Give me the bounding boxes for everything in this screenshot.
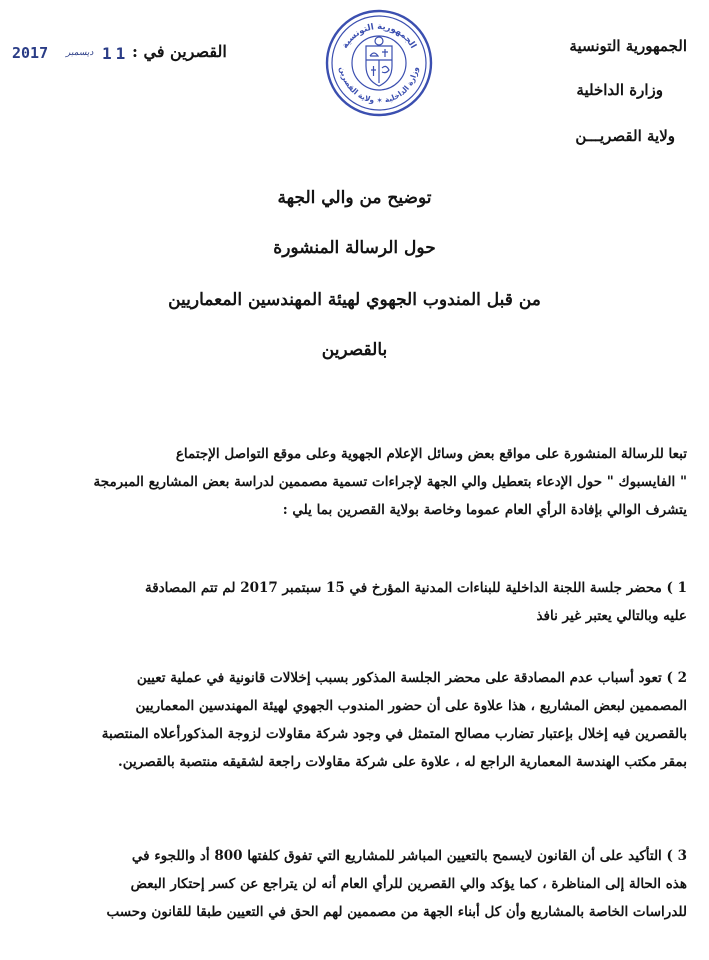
seal-text-bottom: وزارة الداخلية ✶ ولاية القصرين <box>338 66 420 106</box>
point-1-line: عليه وبالتالي يعتبر غير نافذ <box>536 608 687 624</box>
title-line-1: توضيح من والي الجهة <box>277 188 432 208</box>
point-2-line: المصممين لبعض المشاريع ، هذا علاوة على أن حضور المندوب الجهوي لهيئة المهندسين المعماريين <box>135 698 687 714</box>
intro-paragraph <box>19 440 687 524</box>
point-1-line: 1 ) محضر جلسة اللجنة الداخلية للبناءات المدنية المؤرخ في 15 سبتمبر 2017 لم تتم المصادقة <box>144 580 687 596</box>
country-name: الجمهورية التونسية <box>569 37 687 55</box>
date-line <box>12 42 252 66</box>
intro-line: يتشرف الوالي بإفادة الرأي العام عموما وخاصة بولاية القصرين بما يلي : <box>282 502 687 518</box>
official-seal-icon <box>324 8 434 118</box>
point-3-paragraph <box>19 842 687 926</box>
coat-of-arms-icon <box>366 37 392 86</box>
point-2-line: بالقصرين فيه إخلال بإعتبار تضارب مصالح المتمثل في وجود شركة مقاولات لزوجة المذكورأعلاه المنتصبة <box>101 726 687 742</box>
point-2-line: 2 ) تعود أسباب عدم المصادقة على محضر الجلسة المذكور بسبب إخلالات قانونية في عملية تعيين <box>136 670 687 686</box>
title-line-2: حول الرسالة المنشورة <box>273 238 436 258</box>
date-day: 11 <box>102 44 130 63</box>
date-year: 2017 <box>12 44 49 62</box>
ministry-name: وزارة الداخلية <box>576 81 663 99</box>
point-3-line: للدراسات الخاصة بالمشاريع وأن كل أبناء الجهة من مصممين لهم الحق في التعيين طبقا للقانون وحسب <box>106 904 687 920</box>
intro-line: " الفايسبوك " حول الإدعاء بتعطيل والي الجهة لإجراءات تسمية مصممين لدراسة بعض المشاريع المبرمجة <box>93 474 687 490</box>
point-3-line: 3 ) التأكيد على أن القانون لايسمح بالتعيين المباشر للمشاريع التي تفوق كلفتها 800 أد واللجوء في <box>131 848 687 864</box>
title-line-3: من قبل المندوب الجهوي لهيئة المهندسين المعماريين <box>168 290 541 310</box>
title-line-4: بالقصرين <box>321 340 388 360</box>
place-label: القصرين في : <box>132 42 227 61</box>
point-1-paragraph <box>19 574 687 630</box>
letterhead <box>467 36 687 146</box>
point-2-paragraph <box>19 664 687 776</box>
seal-text-top: الجمهورية التونسية <box>340 21 418 51</box>
intro-line: تبعا للرسالة المنشورة على مواقع بعض وسائل الإعلام الجهوية وعلى موقع التواصل الإجتماع <box>175 446 687 462</box>
date-month: ديسمبر <box>66 48 94 58</box>
point-2-line: بمقر مكتب الهندسة المعمارية الراجع له ، علاوة على شركة مقاولات راجعة لشقيقه منتصبة بالقصرين. <box>118 754 687 770</box>
governorate-name: ولاية القصريـــن <box>575 127 675 145</box>
point-3-line: هذه الحالة إلى المناظرة ، كما يؤكد والي القصرين للرأي العام أنه لن يتراجع عن كسر إحتكار البعض <box>130 876 687 892</box>
